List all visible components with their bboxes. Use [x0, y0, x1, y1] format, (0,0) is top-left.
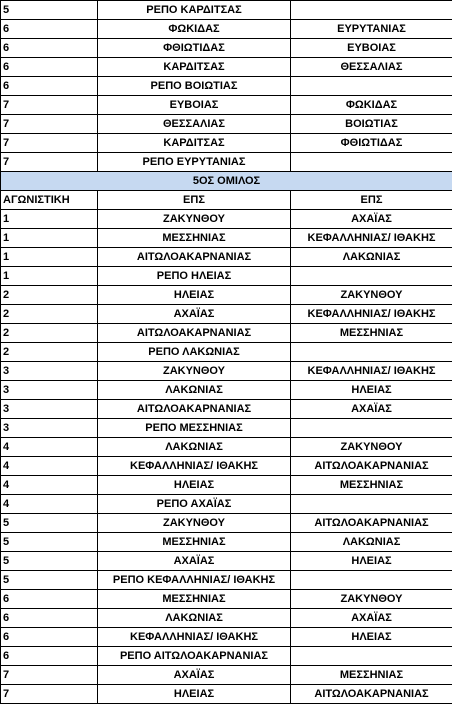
round-cell: 5 [1, 552, 98, 571]
match-row [1, 514, 452, 533]
away-team-cell: ΗΛΕΙΑΣ [291, 552, 452, 571]
bye-row [1, 267, 452, 286]
away-team-cell: ΜΕΣΣΗΝΙΑΣ [291, 666, 452, 685]
round-cell: 1 [1, 210, 98, 229]
home-team-cell: ΑΧΑΪΑΣ [98, 305, 291, 324]
away-team-cell [291, 1, 452, 20]
match-row [1, 438, 452, 457]
match-row [1, 229, 452, 248]
away-team-cell: ΑΧΑΪΑΣ [291, 609, 452, 628]
round-cell: 6 [1, 77, 98, 96]
match-row [1, 457, 452, 476]
round-cell: 4 [1, 476, 98, 495]
away-team-cell: ΦΘΙΩΤΙΔΑΣ [291, 134, 452, 153]
match-row [1, 210, 452, 229]
home-team-cell: ΑΧΑΪΑΣ [98, 666, 291, 685]
match-row [1, 666, 452, 685]
round-cell: 3 [1, 400, 98, 419]
away-team-cell: ΚΕΦΑΛΛΗΝΙΑΣ/ ΙΘΑΚΗΣ [291, 229, 452, 248]
bye-cell: ΡΕΠΟ ΕΥΡΥΤΑΝΙΑΣ [98, 153, 291, 172]
match-row [1, 58, 452, 77]
match-row [1, 115, 452, 134]
home-team-cell: ΕΥΒΟΙΑΣ [98, 96, 291, 115]
header-home: ΕΠΣ [98, 191, 291, 210]
round-cell: 5 [1, 571, 98, 590]
away-team-cell [291, 495, 452, 514]
home-team-cell: ΜΕΣΣΗΝΙΑΣ [98, 590, 291, 609]
round-cell: 4 [1, 457, 98, 476]
away-team-cell: ΖΑΚΥΝΘΟΥ [291, 438, 452, 457]
bye-cell: ΡΕΠΟ ΒΟΙΩΤΙΑΣ [98, 77, 291, 96]
round-cell: 6 [1, 20, 98, 39]
away-team-cell: ΛΑΚΩΝΙΑΣ [291, 533, 452, 552]
round-cell: 5 [1, 1, 98, 20]
match-row [1, 305, 452, 324]
round-cell: 6 [1, 609, 98, 628]
bye-cell: ΡΕΠΟ ΑΧΑΪΑΣ [98, 495, 291, 514]
bye-cell: ΡΕΠΟ ΑΙΤΩΛΟΑΚΑΡΝΑΝΙΑΣ [98, 647, 291, 666]
round-cell: 6 [1, 628, 98, 647]
home-team-cell: ΜΕΣΣΗΝΙΑΣ [98, 229, 291, 248]
match-row [1, 685, 452, 704]
group-title-row [1, 172, 452, 191]
away-team-cell: ΚΕΦΑΛΛΗΝΙΑΣ/ ΙΘΑΚΗΣ [291, 362, 452, 381]
home-team-cell: ΦΘΙΩΤΙΔΑΣ [98, 39, 291, 58]
match-row [1, 134, 452, 153]
match-row [1, 400, 452, 419]
home-team-cell: ΚΕΦΑΛΛΗΝΙΑΣ/ ΙΘΑΚΗΣ [98, 628, 291, 647]
home-team-cell: ΖΑΚΥΝΘΟΥ [98, 210, 291, 229]
away-team-cell: ΗΛΕΙΑΣ [291, 381, 452, 400]
round-cell: 6 [1, 58, 98, 77]
round-cell: 5 [1, 514, 98, 533]
round-cell: 3 [1, 362, 98, 381]
away-team-cell: ΑΙΤΩΛΟΑΚΑΡΝΑΝΙΑΣ [291, 685, 452, 704]
away-team-cell: ΘΕΣΣΑΛΙΑΣ [291, 58, 452, 77]
home-team-cell: ΘΕΣΣΑΛΙΑΣ [98, 115, 291, 134]
match-row [1, 628, 452, 647]
round-cell: 3 [1, 419, 98, 438]
home-team-cell: ΚΑΡΔΙΤΣΑΣ [98, 134, 291, 153]
home-team-cell: ΚΑΡΔΙΤΣΑΣ [98, 58, 291, 77]
round-cell: 6 [1, 647, 98, 666]
away-team-cell: ΜΕΣΣΗΝΙΑΣ [291, 476, 452, 495]
match-row [1, 552, 452, 571]
round-cell: 3 [1, 381, 98, 400]
match-row [1, 590, 452, 609]
match-row [1, 476, 452, 495]
round-cell: 2 [1, 343, 98, 362]
round-cell: 7 [1, 96, 98, 115]
bye-row [1, 571, 452, 590]
match-row [1, 362, 452, 381]
home-team-cell: ΗΛΕΙΑΣ [98, 685, 291, 704]
bye-cell: ΡΕΠΟ ΚΕΦΑΛΛΗΝΙΑΣ/ ΙΘΑΚΗΣ [98, 571, 291, 590]
bye-cell: ΡΕΠΟ ΗΛΕΙΑΣ [98, 267, 291, 286]
home-team-cell: ΜΕΣΣΗΝΙΑΣ [98, 533, 291, 552]
away-team-cell [291, 267, 452, 286]
match-row [1, 381, 452, 400]
bye-row [1, 1, 452, 20]
home-team-cell: ΛΑΚΩΝΙΑΣ [98, 381, 291, 400]
away-team-cell: ΕΥΡΥΤΑΝΙΑΣ [291, 20, 452, 39]
home-team-cell: ΑΙΤΩΛΟΑΚΑΡΝΑΝΙΑΣ [98, 400, 291, 419]
bye-cell: ΡΕΠΟ ΜΕΣΣΗΝΙΑΣ [98, 419, 291, 438]
away-team-cell: ΖΑΚΥΝΘΟΥ [291, 286, 452, 305]
bye-row [1, 343, 452, 362]
away-team-cell: ΑΧΑΪΑΣ [291, 400, 452, 419]
round-cell: 5 [1, 533, 98, 552]
home-team-cell: ΛΑΚΩΝΙΑΣ [98, 438, 291, 457]
match-row [1, 286, 452, 305]
match-row [1, 609, 452, 628]
home-team-cell: ΑΧΑΪΑΣ [98, 552, 291, 571]
home-team-cell: ΑΙΤΩΛΟΑΚΑΡΝΑΝΙΑΣ [98, 324, 291, 343]
round-cell: 2 [1, 324, 98, 343]
away-team-cell [291, 419, 452, 438]
group-rows [1, 210, 452, 704]
match-row [1, 39, 452, 58]
previous-group-rows [1, 1, 452, 172]
away-team-cell: ΗΛΕΙΑΣ [291, 628, 452, 647]
home-team-cell: ΛΑΚΩΝΙΑΣ [98, 609, 291, 628]
round-cell: 1 [1, 267, 98, 286]
away-team-cell: ΖΑΚΥΝΘΟΥ [291, 590, 452, 609]
away-team-cell: ΜΕΣΣΗΝΙΑΣ [291, 324, 452, 343]
round-cell: 2 [1, 286, 98, 305]
round-cell: 7 [1, 666, 98, 685]
away-team-cell: ΑΙΤΩΛΟΑΚΑΡΝΑΝΙΑΣ [291, 514, 452, 533]
home-team-cell: ΦΩΚΙΔΑΣ [98, 20, 291, 39]
round-cell: 2 [1, 305, 98, 324]
round-cell: 4 [1, 495, 98, 514]
away-team-cell: ΛΑΚΩΝΙΑΣ [291, 248, 452, 267]
bye-cell: ΡΕΠΟ ΚΑΡΔΙΤΣΑΣ [98, 1, 291, 20]
away-team-cell: ΑΧΑΪΑΣ [291, 210, 452, 229]
round-cell: 1 [1, 248, 98, 267]
bye-row [1, 77, 452, 96]
round-cell: 7 [1, 153, 98, 172]
round-cell: 6 [1, 590, 98, 609]
match-row [1, 20, 452, 39]
bye-row [1, 647, 452, 666]
home-team-cell: ΚΕΦΑΛΛΗΝΙΑΣ/ ΙΘΑΚΗΣ [98, 457, 291, 476]
away-team-cell [291, 77, 452, 96]
away-team-cell: ΦΩΚΙΔΑΣ [291, 96, 452, 115]
away-team-cell: ΒΟΙΩΤΙΑΣ [291, 115, 452, 134]
bye-row [1, 495, 452, 514]
round-cell: 7 [1, 134, 98, 153]
group-title: 5ΟΣ ΟΜΙΛΟΣ [1, 172, 452, 191]
away-team-cell: ΑΙΤΩΛΟΑΚΑΡΝΑΝΙΑΣ [291, 457, 452, 476]
away-team-cell: ΕΥΒΟΙΑΣ [291, 39, 452, 58]
away-team-cell [291, 153, 452, 172]
away-team-cell [291, 571, 452, 590]
round-cell: 6 [1, 39, 98, 58]
away-team-cell: ΚΕΦΑΛΛΗΝΙΑΣ/ ΙΘΑΚΗΣ [291, 305, 452, 324]
away-team-cell [291, 343, 452, 362]
column-header-row [1, 191, 452, 210]
round-cell: 7 [1, 685, 98, 704]
header-round: ΑΓΩΝΙΣΤΙΚΗ [1, 191, 98, 210]
match-row [1, 324, 452, 343]
home-team-cell: ΖΑΚΥΝΘΟΥ [98, 362, 291, 381]
round-cell: 7 [1, 115, 98, 134]
match-row [1, 533, 452, 552]
bye-row [1, 153, 452, 172]
match-row [1, 248, 452, 267]
bye-row [1, 419, 452, 438]
match-row [1, 96, 452, 115]
home-team-cell: ΖΑΚΥΝΘΟΥ [98, 514, 291, 533]
home-team-cell: ΑΙΤΩΛΟΑΚΑΡΝΑΝΙΑΣ [98, 248, 291, 267]
home-team-cell: ΗΛΕΙΑΣ [98, 286, 291, 305]
home-team-cell: ΗΛΕΙΑΣ [98, 476, 291, 495]
round-cell: 1 [1, 229, 98, 248]
round-cell: 4 [1, 438, 98, 457]
away-team-cell [291, 647, 452, 666]
group-section [1, 172, 452, 210]
header-away: ΕΠΣ [291, 191, 452, 210]
bye-cell: ΡΕΠΟ ΛΑΚΩΝΙΑΣ [98, 343, 291, 362]
